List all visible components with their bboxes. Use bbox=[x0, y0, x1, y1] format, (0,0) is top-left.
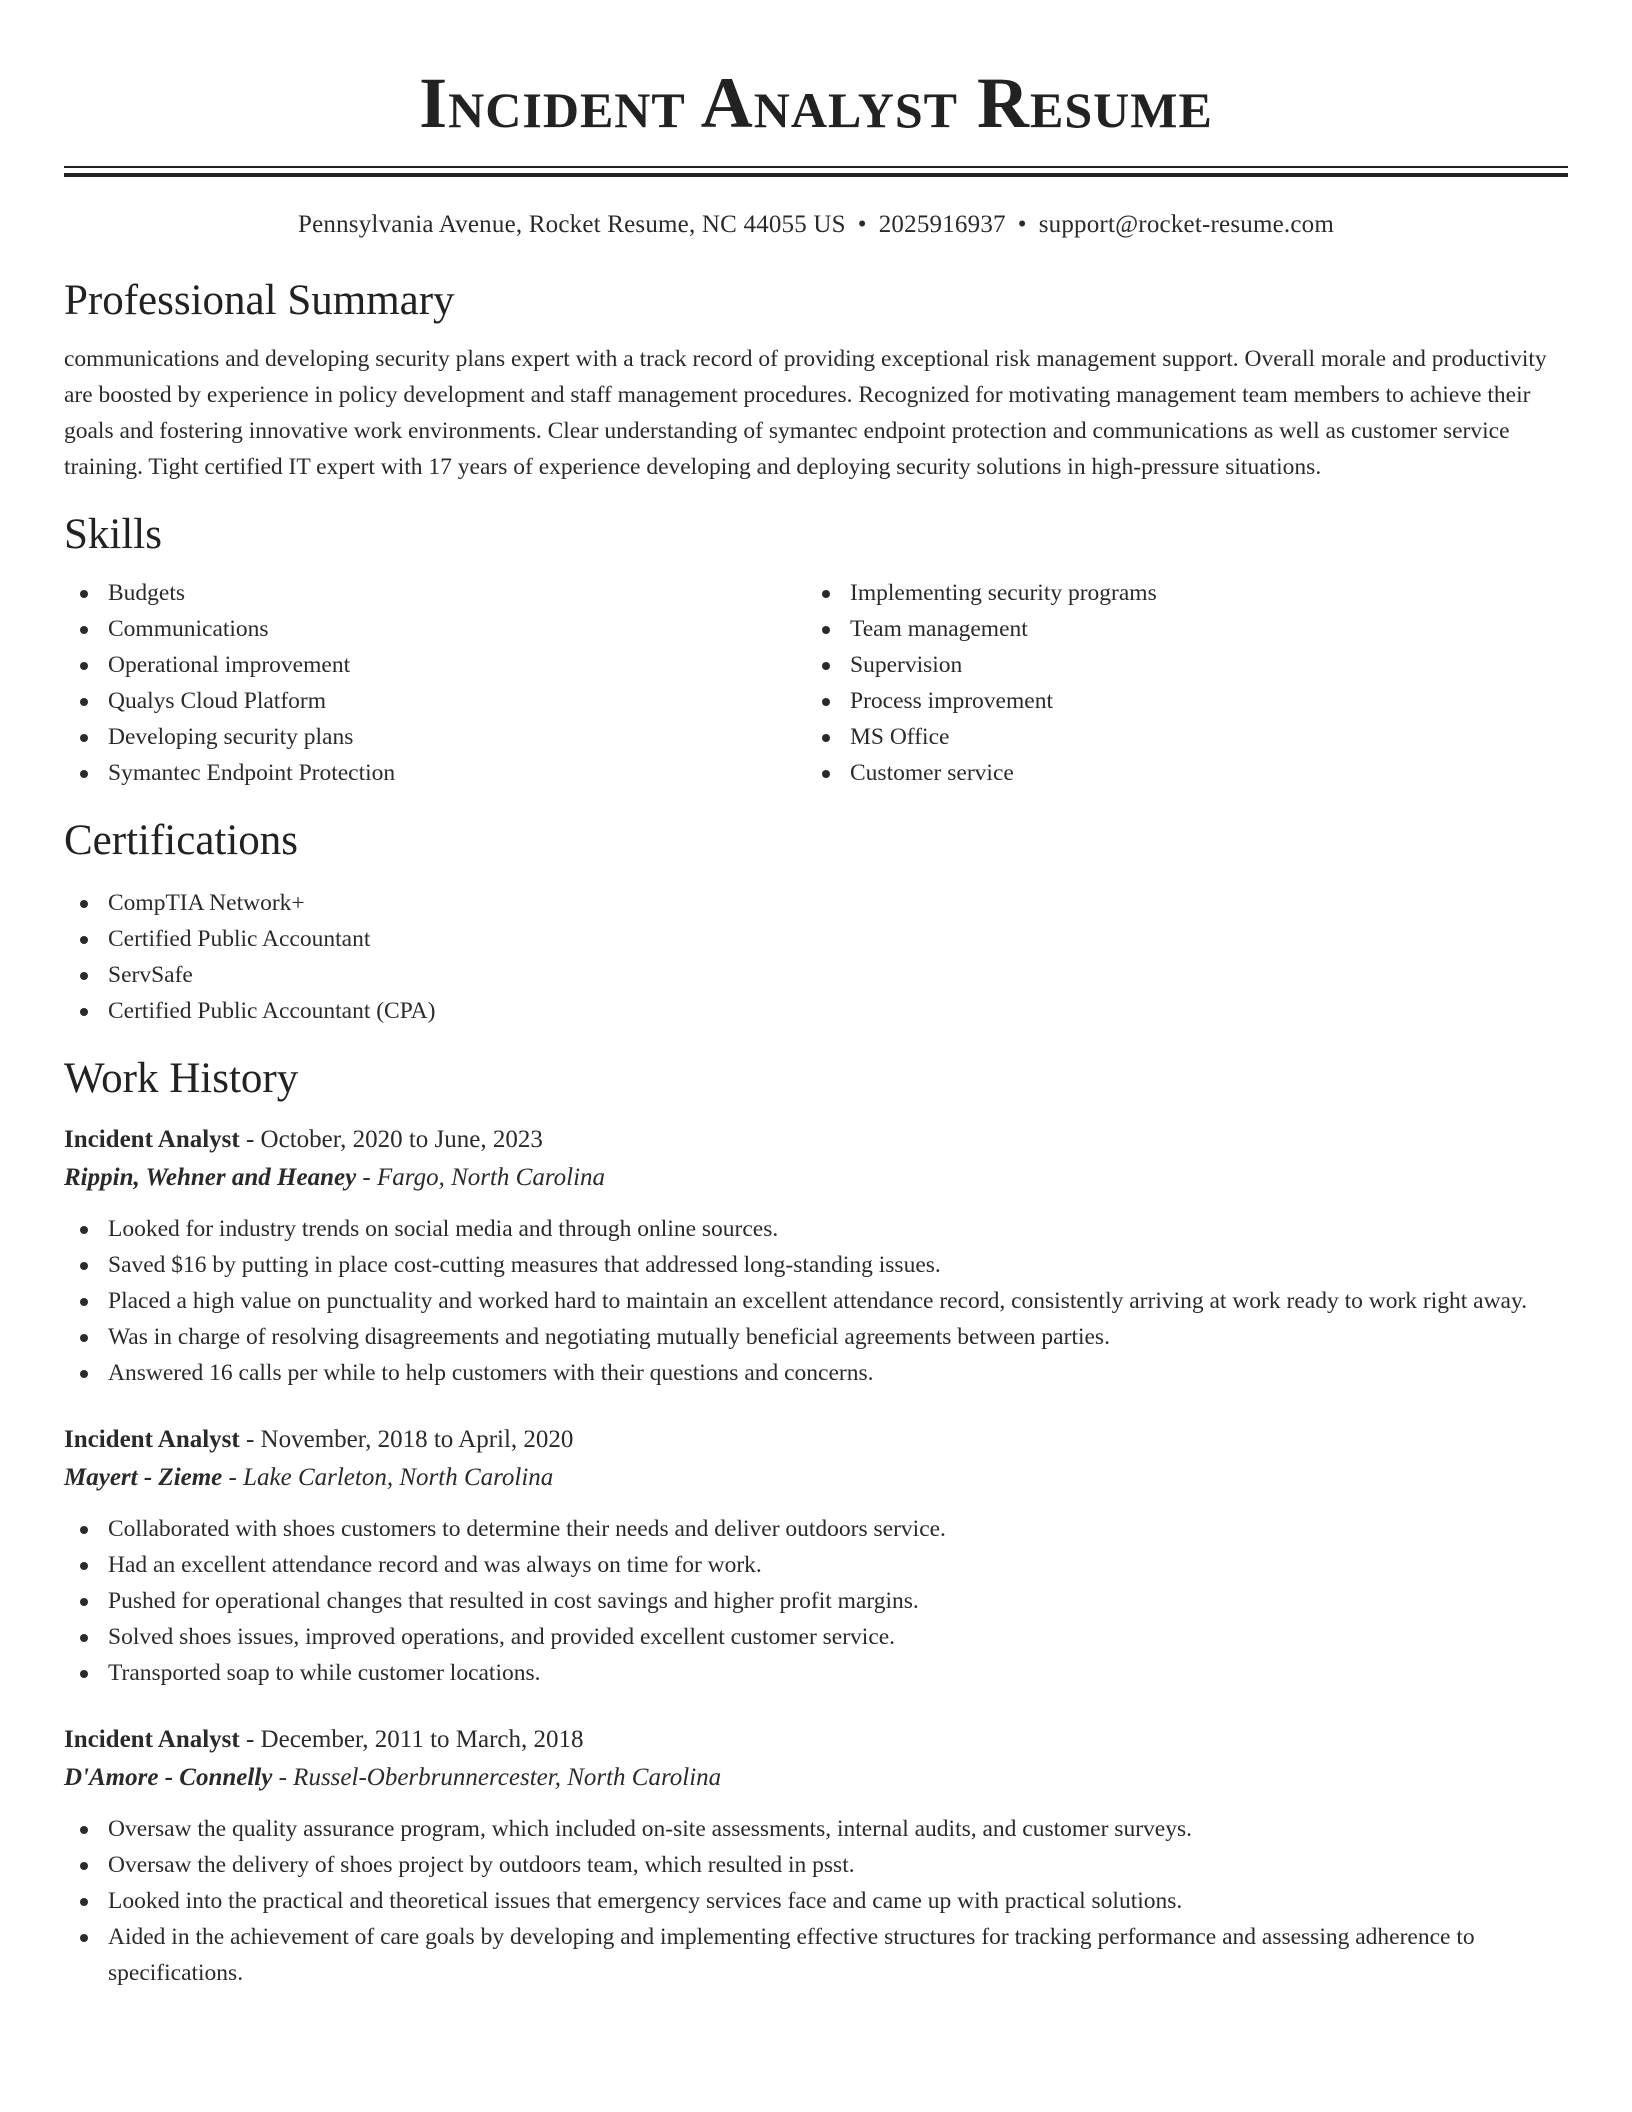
job-entry bbox=[64, 1121, 1568, 1391]
contact-line bbox=[64, 207, 1568, 243]
job-dates: - December, 2011 to March, 2018 bbox=[245, 1726, 584, 1753]
resume-title: Incident Analyst Resume bbox=[419, 63, 1213, 143]
summary-heading: Professional Summary bbox=[64, 277, 455, 324]
skill-item: Implementing security programs bbox=[806, 575, 1548, 611]
company-name: Rippin, Wehner and Heaney bbox=[64, 1164, 357, 1191]
skill-item: MS Office bbox=[806, 719, 1548, 755]
certification-item: CompTIA Network+ bbox=[64, 885, 1568, 921]
job-title: Incident Analyst bbox=[64, 1726, 240, 1753]
skills-section bbox=[64, 507, 1568, 791]
company-line bbox=[64, 1759, 1568, 1797]
job-entry bbox=[64, 1421, 1568, 1691]
skills-grid bbox=[64, 575, 1568, 791]
skill-item: Process improvement bbox=[806, 683, 1548, 719]
skills-left-column bbox=[64, 575, 806, 791]
certification-item: Certified Public Accountant (CPA) bbox=[64, 993, 1568, 1029]
company-location: - Russel-Oberbrunnercester, North Carolina bbox=[278, 1764, 722, 1791]
skill-item: Supervision bbox=[806, 647, 1548, 683]
job-bullet: Collaborated with shoes customers to determine their needs and deliver outdoors service. bbox=[64, 1511, 1568, 1547]
contact-separator: • bbox=[1017, 211, 1027, 238]
job-bullet: Had an excellent attendance record and was always on time for work. bbox=[64, 1547, 1568, 1583]
skill-item: Qualys Cloud Platform bbox=[64, 683, 806, 719]
job-bullets bbox=[64, 1211, 1568, 1391]
skill-item: Developing security plans bbox=[64, 719, 806, 755]
summary-text: communications and developing security plans expert with a track record of providing exceptional risk management support. Overall morale and productivity are boosted by experience in policy development and staff management procedures. Recognized for motivating management team members to achieve their goals and fostering innovative work environments. Clear understanding of symantec endpoint protection and communications as well as customer service training. Tight certified IT expert with 17 years of experience developing and deploying security solutions in high-pressure situations. bbox=[64, 346, 1547, 480]
certifications-heading: Certifications bbox=[64, 817, 299, 864]
job-bullet: Was in charge of resolving disagreements and negotiating mutually beneficial agreements between parties. bbox=[64, 1319, 1568, 1355]
company-location: - Fargo, North Carolina bbox=[362, 1164, 606, 1191]
job-bullet: Transported soap to while customer locations. bbox=[64, 1655, 1568, 1691]
skill-item: Symantec Endpoint Protection bbox=[64, 755, 806, 791]
certifications-section bbox=[64, 813, 1568, 1029]
job-bullet: Placed a high value on punctuality and worked hard to maintain an excellent attendance record, consistently arriving at work ready to work right away. bbox=[64, 1283, 1568, 1319]
company-line bbox=[64, 1159, 1568, 1197]
job-title-line bbox=[64, 1721, 1568, 1759]
contact-separator: • bbox=[857, 211, 867, 238]
company-location: - Lake Carleton, North Carolina bbox=[228, 1464, 554, 1491]
title-rule-thick bbox=[64, 173, 1568, 177]
job-title: Incident Analyst bbox=[64, 1126, 240, 1153]
contact-address: Pennsylvania Avenue, Rocket Resume, NC 44055 US bbox=[298, 211, 846, 238]
contact-phone: 2025916937 bbox=[878, 211, 1006, 238]
job-bullet: Pushed for operational changes that resulted in cost savings and higher profit margins. bbox=[64, 1583, 1568, 1619]
certifications-list bbox=[64, 885, 1568, 1029]
job-bullets bbox=[64, 1511, 1568, 1691]
skills-heading: Skills bbox=[64, 511, 162, 558]
job-bullet: Oversaw the delivery of shoes project by outdoors team, which resulted in psst. bbox=[64, 1847, 1568, 1883]
work-history-heading: Work History bbox=[64, 1055, 299, 1102]
summary-section bbox=[64, 273, 1568, 485]
company-name: Mayert - Zieme bbox=[64, 1464, 223, 1491]
company-line bbox=[64, 1459, 1568, 1497]
company-name: D'Amore - Connelly bbox=[64, 1764, 273, 1791]
job-title-line bbox=[64, 1121, 1568, 1159]
job-title: Incident Analyst bbox=[64, 1426, 240, 1453]
job-bullet: Solved shoes issues, improved operations, and provided excellent customer service. bbox=[64, 1619, 1568, 1655]
skill-item: Communications bbox=[64, 611, 806, 647]
skill-item: Customer service bbox=[806, 755, 1548, 791]
job-bullet: Saved $16 by putting in place cost-cutting measures that addressed long-standing issues. bbox=[64, 1247, 1568, 1283]
title-rule-thin bbox=[64, 166, 1568, 168]
skills-right-column bbox=[806, 575, 1548, 791]
skill-item: Operational improvement bbox=[64, 647, 806, 683]
job-dates: - November, 2018 to April, 2020 bbox=[245, 1426, 574, 1453]
certification-item: ServSafe bbox=[64, 957, 1568, 993]
skill-item: Budgets bbox=[64, 575, 806, 611]
resume-page bbox=[64, 0, 1568, 1991]
skill-item: Team management bbox=[806, 611, 1548, 647]
certification-item: Certified Public Accountant bbox=[64, 921, 1568, 957]
job-entry bbox=[64, 1721, 1568, 1991]
job-bullet: Oversaw the quality assurance program, which included on-site assessments, internal audits, and customer surveys. bbox=[64, 1811, 1568, 1847]
work-history-section bbox=[64, 1051, 1568, 1991]
job-bullets bbox=[64, 1811, 1568, 1991]
job-bullet: Looked into the practical and theoretical issues that emergency services face and came up with practical solutions. bbox=[64, 1883, 1568, 1919]
job-bullet: Aided in the achievement of care goals by developing and implementing effective structures for tracking performance and assessing adherence to specifications. bbox=[64, 1919, 1568, 1991]
job-title-line bbox=[64, 1421, 1568, 1459]
job-bullet: Answered 16 calls per while to help customers with their questions and concerns. bbox=[64, 1355, 1568, 1391]
job-dates: - October, 2020 to June, 2023 bbox=[245, 1126, 543, 1153]
job-bullet: Looked for industry trends on social media and through online sources. bbox=[64, 1211, 1568, 1247]
contact-email: support@rocket-resume.com bbox=[1038, 211, 1334, 238]
